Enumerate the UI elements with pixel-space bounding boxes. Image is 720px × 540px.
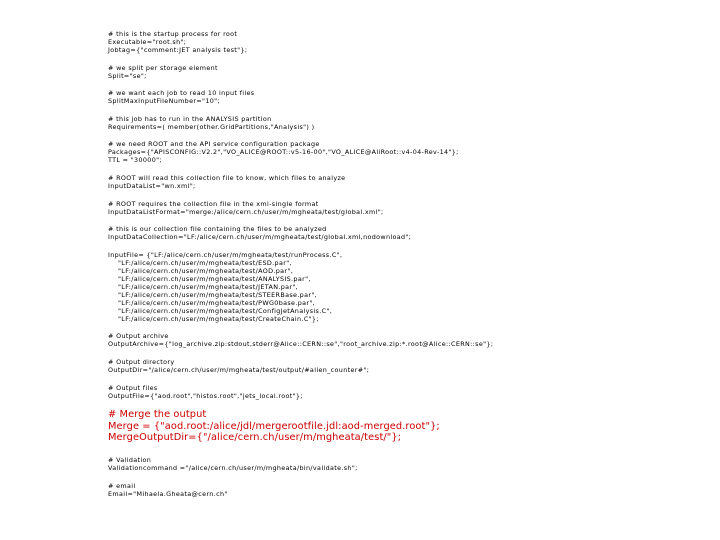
input-file-entry: "LF:/alice/cern.ch/user/m/mgheata/test/STEERBase.par", — [118, 290, 318, 299]
comment-line: # ROOT will read this collection file to know, which files to analyze — [108, 173, 346, 182]
comment-line: # Output files — [108, 383, 158, 392]
comment-line: # this is our collection file containing the files to be analyzed — [108, 225, 327, 234]
comment-line: # we need ROOT and the API service configuration package — [108, 140, 320, 149]
output-archive-line: OutputArchive={"log_archive.zip:stdout,stderr@Alice::CERN::se","root_archive.zip:*.root@Alice::CERN::se"}; — [108, 340, 494, 349]
requirements-line: Requirements=( member(other.GridPartitions,"Analysis") ) — [108, 122, 315, 131]
comment-line: # Validation — [108, 455, 152, 464]
input-data-collection-block — [108, 225, 708, 241]
comment-line: # we split per storage element — [108, 63, 218, 72]
merge-block — [108, 409, 708, 444]
comment-line: # we want each job to read 10 input files — [108, 89, 255, 98]
comment-line: # this job has to run in the ANALYSIS partition — [108, 114, 272, 123]
jobtag-line: Jobtag={"comment:JET analysis test"}; — [108, 46, 248, 54]
input-file-entry: "LF:/alice/cern.ch/user/m/mgheata/test/CreateChain.C"}; — [118, 314, 319, 323]
input-file-block — [108, 251, 708, 323]
email-line: Email="Mihaela.Gheata@cern.ch" — [108, 489, 228, 498]
input-file-entry: "LF:/alice/cern.ch/user/m/mgheata/test/ConfigJetAnalysis.C", — [118, 306, 333, 315]
comment-line: # this is the startup process for root — [108, 30, 238, 38]
split-max-block — [108, 89, 708, 105]
input-data-list-line: InputDataList="wn.xml"; — [108, 181, 196, 190]
validation-line: Validationcommand ="/alice/cern.ch/user/m/mgheata/bin/validate.sh"; — [108, 463, 358, 472]
merge-comment: # Merge the output — [108, 409, 207, 421]
output-archive-block — [108, 332, 708, 348]
jdl-document — [108, 30, 708, 507]
executable-block — [108, 30, 708, 54]
merge-line: Merge = {"aod.root:/alice/jdl/mergerootfile.jdl:aod-merged.root"}; — [108, 420, 440, 432]
comment-line: # Output archive — [108, 332, 169, 341]
comment-line: # ROOT requires the collection file in the xml-single format — [108, 199, 319, 208]
input-file-entry: "LF:/alice/cern.ch/user/m/mgheata/test/JETAN.par", — [118, 282, 299, 291]
email-block — [108, 482, 708, 498]
comment-line: # Output directory — [108, 357, 175, 366]
packages-block — [108, 140, 708, 164]
input-file-entry: "LF:/alice/cern.ch/user/m/mgheata/test/AOD.par", — [118, 266, 294, 275]
input-file-entry: "LF:/alice/cern.ch/user/m/mgheata/test/PWG0base.par", — [118, 298, 316, 307]
merge-output-dir-line: MergeOutputDir={"/alice/cern.ch/user/m/mgheata/test/"}; — [108, 432, 402, 444]
output-files-block — [108, 384, 708, 400]
input-file-line: InputFile= {"LF:/alice/cern.ch/user/m/mgheata/test/runProcess.C", — [108, 250, 343, 259]
comment-line: # email — [108, 481, 136, 490]
input-data-format-line: InputDataListFormat="merge:/alice/cern.ch/user/m/mgheata/test/global.xml"; — [108, 207, 384, 216]
split-line: Split="se"; — [108, 71, 147, 80]
input-file-entry: "LF:/alice/cern.ch/user/m/mgheata/test/ESD.par", — [118, 258, 292, 267]
output-dir-block — [108, 358, 708, 374]
executable-line: Executable="root.sh"; — [108, 38, 187, 46]
ttl-line: TTL = "30000"; — [108, 156, 162, 165]
validation-block — [108, 456, 708, 472]
input-data-list-block — [108, 174, 708, 190]
packages-line: Packages={"APISCONFIG::V2.2","VO_ALICE@ROOT::v5-16-00","VO_ALICE@AliRoot::v4-04-Rev-14"}; — [108, 148, 459, 157]
input-file-entry: "LF:/alice/cern.ch/user/m/mgheata/test/ANALYSIS.par", — [118, 274, 311, 283]
split-max-line: SplitMaxInputFileNumber="10"; — [108, 97, 220, 106]
output-dir-line: OutputDir="/alice/cern.ch/user/m/mgheata/test/output/#alien_counter#"; — [108, 365, 370, 374]
input-data-format-block — [108, 200, 708, 216]
requirements-block — [108, 115, 708, 131]
input-data-collection-line: InputDataCollection="LF:/alice/cern.ch/user/m/mgheata/test/global.xml,nodownload"; — [108, 233, 412, 242]
split-block — [108, 64, 708, 80]
output-files-line: OutputFile={"aod.root","histos.root","jets_local.root"}; — [108, 391, 303, 400]
